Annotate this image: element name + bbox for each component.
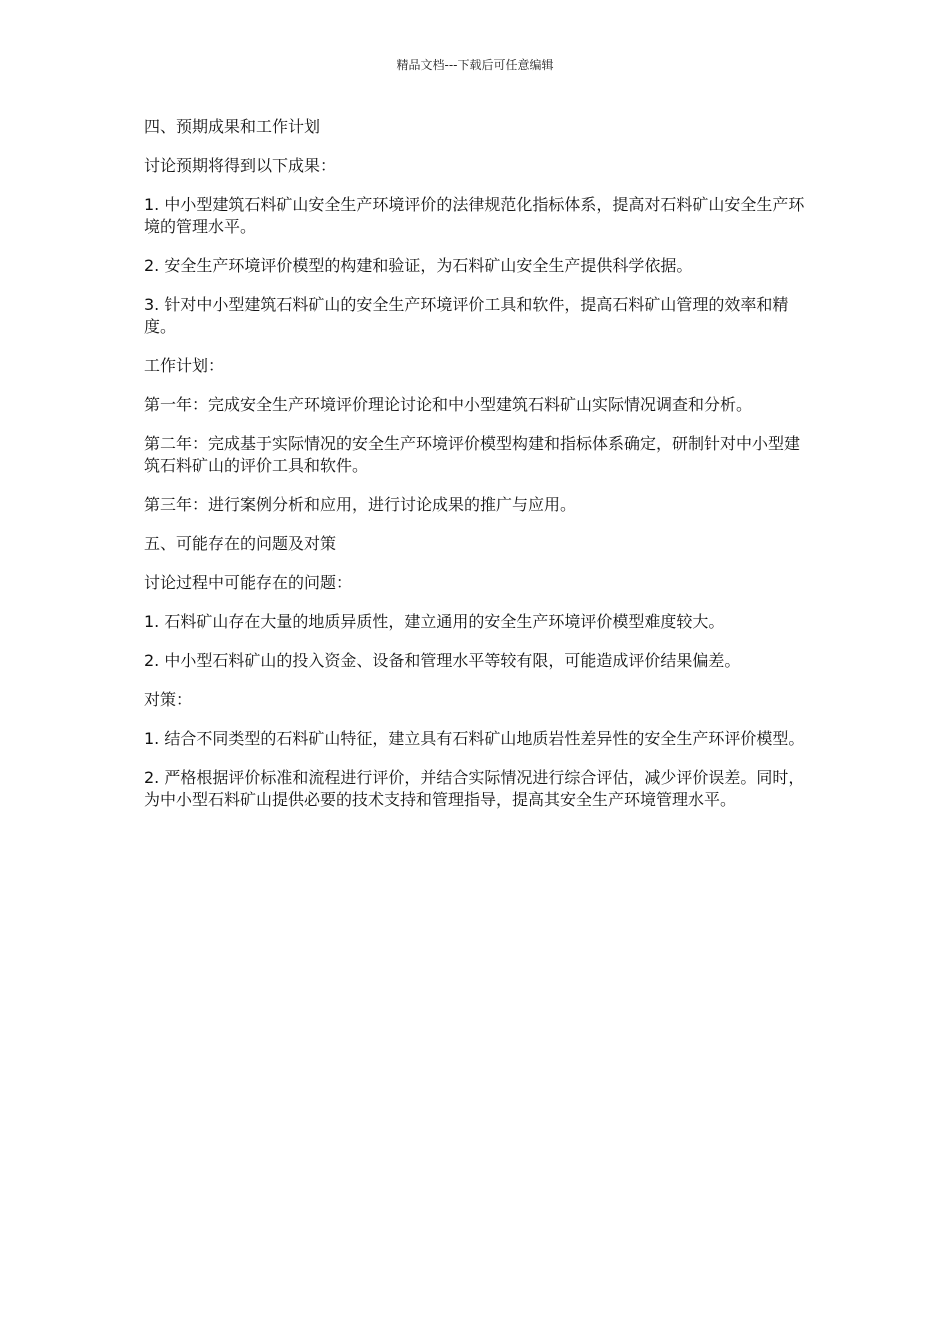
- list-item: 2. 中小型石料矿山的投入资金、设备和管理水平等较有限，可能造成评价结果偏差。: [144, 651, 741, 670]
- section-heading-problems: 五、可能存在的问题及对策: [144, 534, 337, 553]
- list-item: 1. 石料矿山存在大量的地质异质性，建立通用的安全生产环境评价模型难度较大。: [144, 612, 725, 631]
- document-body: [144, 116, 809, 828]
- section-heading-expected-results: 四、预期成果和工作计划: [144, 117, 321, 136]
- plan-item: 第三年：进行案例分析和应用，进行讨论成果的推广与应用。: [144, 495, 577, 514]
- paragraph: 工作计划：: [144, 356, 225, 375]
- list-item: 2. 严格根据评价标准和流程进行评价，并结合实际情况进行综合评估，减少评价误差。同时，为中小型石料矿山提供必要的技术支持和管理指导，提高其安全生产环境管理水平。: [144, 768, 805, 809]
- plan-item: 第二年：完成基于实际情况的安全生产环境评价模型构建和指标体系确定，研制针对中小型建筑石料矿山的评价工具和软件。: [144, 434, 801, 475]
- list-item: 2. 安全生产环境评价模型的构建和验证，为石料矿山安全生产提供科学依据。: [144, 256, 693, 275]
- plan-item: 第一年：完成安全生产环境评价理论讨论和中小型建筑石料矿山实际情况调查和分析。: [144, 395, 753, 414]
- paragraph: 对策：: [144, 690, 193, 709]
- list-item: 3. 针对中小型建筑石料矿山的安全生产环境评价工具和软件，提高石料矿山管理的效率和精度。: [144, 295, 789, 336]
- list-item: 1. 结合不同类型的石料矿山特征，建立具有石料矿山地质岩性差异性的安全生产环评价模型。: [144, 729, 805, 748]
- page-header: 精品文档---下载后可任意编辑: [396, 58, 554, 72]
- list-item: 1. 中小型建筑石料矿山安全生产环境评价的法律规范化指标体系，提高对石料矿山安全生产环境的管理水平。: [144, 195, 805, 236]
- paragraph: 讨论预期将得到以下成果：: [144, 156, 337, 175]
- paragraph: 讨论过程中可能存在的问题：: [144, 573, 353, 592]
